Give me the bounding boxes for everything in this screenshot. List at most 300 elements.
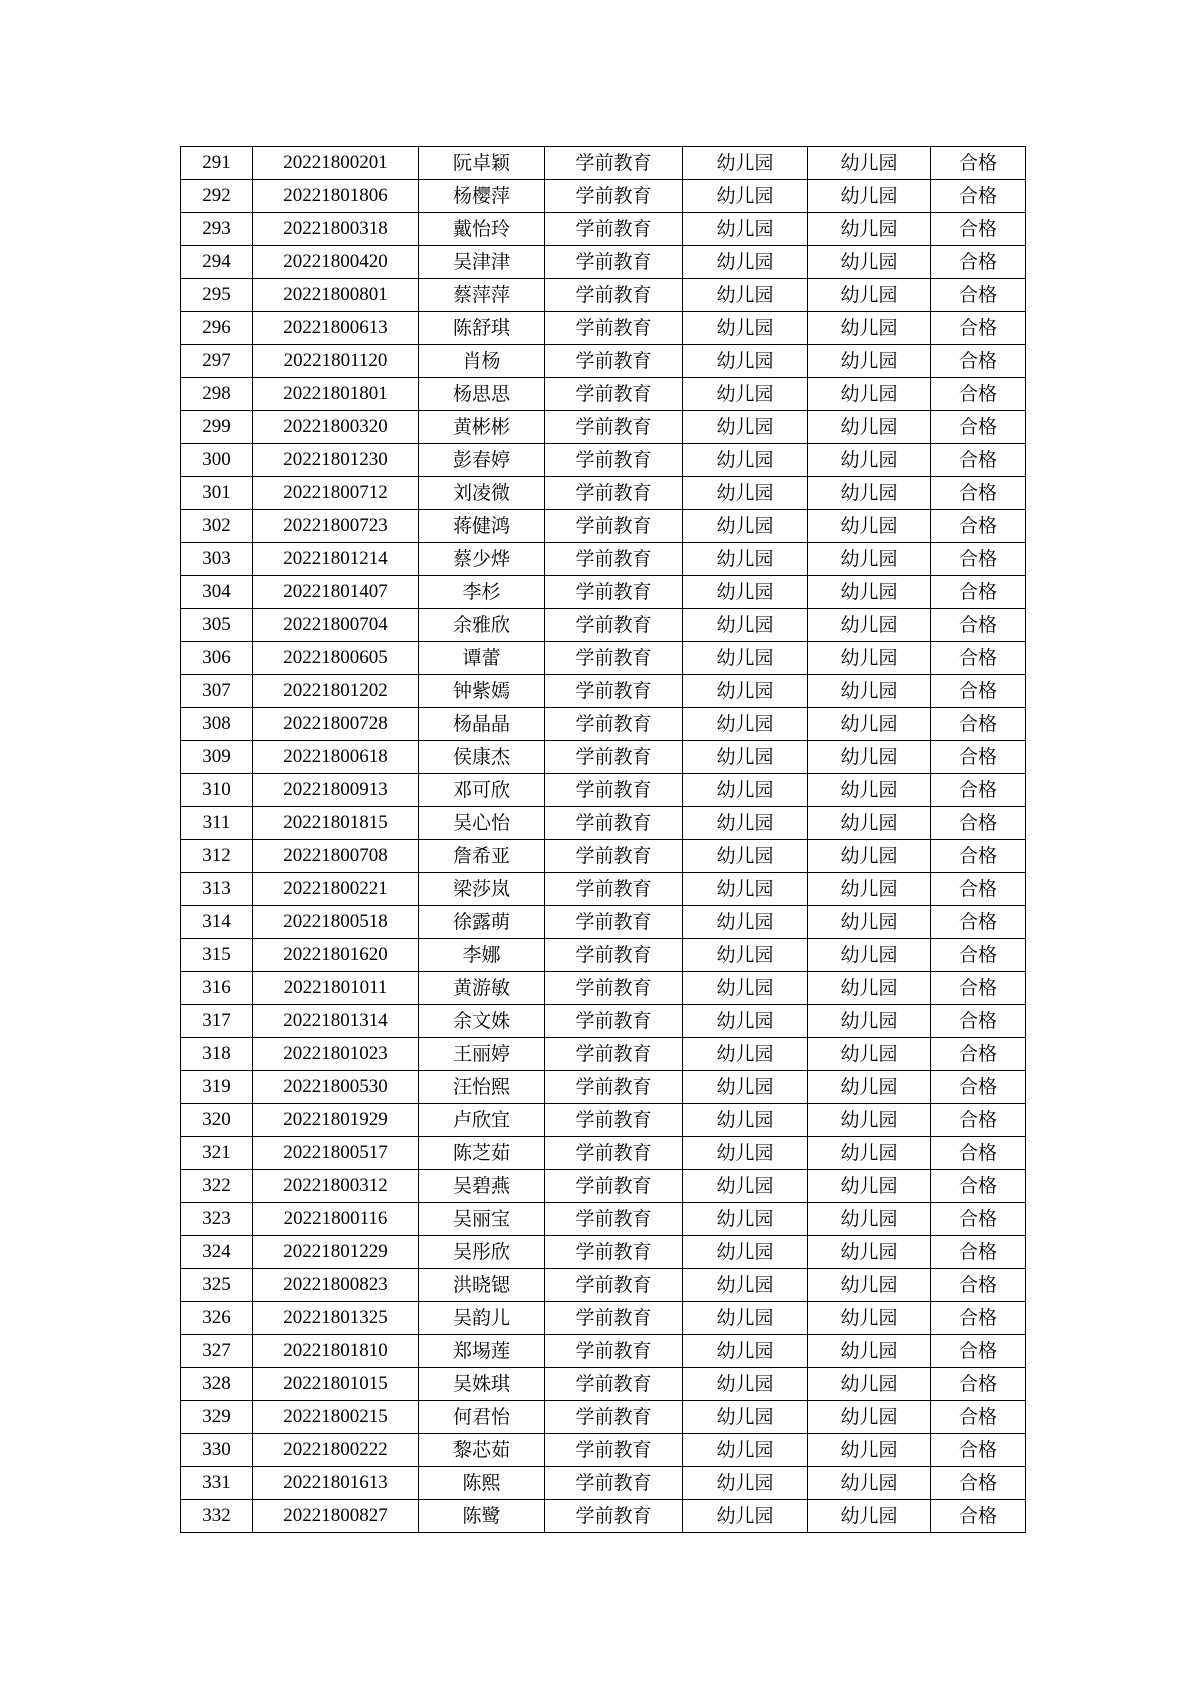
subject-cell: 学前教育 bbox=[545, 1434, 683, 1467]
result-cell: 合格 bbox=[931, 1335, 1026, 1368]
section-cell: 幼儿园 bbox=[683, 939, 808, 972]
table-row bbox=[181, 1302, 1026, 1335]
post-cell: 幼儿园 bbox=[808, 807, 931, 840]
candidate-id-cell: 20221800618 bbox=[253, 741, 419, 774]
section-cell: 幼儿园 bbox=[683, 411, 808, 444]
subject-cell: 学前教育 bbox=[545, 807, 683, 840]
name-cell: 黎芯茹 bbox=[419, 1434, 545, 1467]
subject-cell: 学前教育 bbox=[545, 1368, 683, 1401]
table-row bbox=[181, 279, 1026, 312]
subject-cell: 学前教育 bbox=[545, 939, 683, 972]
subject-cell: 学前教育 bbox=[545, 1071, 683, 1104]
table-row bbox=[181, 675, 1026, 708]
candidate-id-cell: 20221801214 bbox=[253, 543, 419, 576]
subject-cell: 学前教育 bbox=[545, 378, 683, 411]
subject-cell: 学前教育 bbox=[545, 774, 683, 807]
post-cell: 幼儿园 bbox=[808, 213, 931, 246]
section-cell: 幼儿园 bbox=[683, 708, 808, 741]
section-cell: 幼儿园 bbox=[683, 477, 808, 510]
table-row bbox=[181, 1236, 1026, 1269]
subject-cell: 学前教育 bbox=[545, 345, 683, 378]
subject-cell: 学前教育 bbox=[545, 1500, 683, 1533]
result-cell: 合格 bbox=[931, 708, 1026, 741]
subject-cell: 学前教育 bbox=[545, 279, 683, 312]
post-cell: 幼儿园 bbox=[808, 774, 931, 807]
candidate-id-cell: 20221800613 bbox=[253, 312, 419, 345]
table-row bbox=[181, 378, 1026, 411]
name-cell: 徐露萌 bbox=[419, 906, 545, 939]
section-cell: 幼儿园 bbox=[683, 180, 808, 213]
seq-cell: 326 bbox=[181, 1302, 253, 1335]
result-cell: 合格 bbox=[931, 807, 1026, 840]
subject-cell: 学前教育 bbox=[545, 1236, 683, 1269]
post-cell: 幼儿园 bbox=[808, 1401, 931, 1434]
seq-cell: 325 bbox=[181, 1269, 253, 1302]
section-cell: 幼儿园 bbox=[683, 774, 808, 807]
post-cell: 幼儿园 bbox=[808, 1269, 931, 1302]
section-cell: 幼儿园 bbox=[683, 246, 808, 279]
result-cell: 合格 bbox=[931, 774, 1026, 807]
section-cell: 幼儿园 bbox=[683, 345, 808, 378]
candidate-id-cell: 20221801314 bbox=[253, 1005, 419, 1038]
post-cell: 幼儿园 bbox=[808, 1467, 931, 1500]
table-row bbox=[181, 312, 1026, 345]
section-cell: 幼儿园 bbox=[683, 1071, 808, 1104]
candidate-id-cell: 20221800215 bbox=[253, 1401, 419, 1434]
post-cell: 幼儿园 bbox=[808, 609, 931, 642]
post-cell: 幼儿园 bbox=[808, 378, 931, 411]
candidate-id-cell: 20221801120 bbox=[253, 345, 419, 378]
post-cell: 幼儿园 bbox=[808, 972, 931, 1005]
section-cell: 幼儿园 bbox=[683, 543, 808, 576]
seq-cell: 307 bbox=[181, 675, 253, 708]
post-cell: 幼儿园 bbox=[808, 576, 931, 609]
post-cell: 幼儿园 bbox=[808, 543, 931, 576]
candidate-id-cell: 20221800823 bbox=[253, 1269, 419, 1302]
section-cell: 幼儿园 bbox=[683, 1302, 808, 1335]
post-cell: 幼儿园 bbox=[808, 939, 931, 972]
subject-cell: 学前教育 bbox=[545, 906, 683, 939]
candidate-id-cell: 20221800420 bbox=[253, 246, 419, 279]
section-cell: 幼儿园 bbox=[683, 576, 808, 609]
subject-cell: 学前教育 bbox=[545, 1170, 683, 1203]
result-cell: 合格 bbox=[931, 873, 1026, 906]
table-row bbox=[181, 1500, 1026, 1533]
result-cell: 合格 bbox=[931, 1368, 1026, 1401]
candidate-id-cell: 20221801015 bbox=[253, 1368, 419, 1401]
result-cell: 合格 bbox=[931, 1038, 1026, 1071]
name-cell: 钟紫嫣 bbox=[419, 675, 545, 708]
result-cell: 合格 bbox=[931, 1203, 1026, 1236]
seq-cell: 291 bbox=[181, 147, 253, 180]
table-row bbox=[181, 510, 1026, 543]
post-cell: 幼儿园 bbox=[808, 708, 931, 741]
table-row bbox=[181, 1203, 1026, 1236]
result-cell: 合格 bbox=[931, 642, 1026, 675]
table-row bbox=[181, 609, 1026, 642]
seq-cell: 309 bbox=[181, 741, 253, 774]
subject-cell: 学前教育 bbox=[545, 741, 683, 774]
post-cell: 幼儿园 bbox=[808, 411, 931, 444]
name-cell: 李娜 bbox=[419, 939, 545, 972]
section-cell: 幼儿园 bbox=[683, 1104, 808, 1137]
candidate-id-cell: 20221801806 bbox=[253, 180, 419, 213]
name-cell: 梁莎岚 bbox=[419, 873, 545, 906]
name-cell: 吴丽宝 bbox=[419, 1203, 545, 1236]
candidate-id-cell: 20221800320 bbox=[253, 411, 419, 444]
table-row bbox=[181, 1170, 1026, 1203]
table-row bbox=[181, 1005, 1026, 1038]
result-cell: 合格 bbox=[931, 444, 1026, 477]
post-cell: 幼儿园 bbox=[808, 1236, 931, 1269]
table-row bbox=[181, 1137, 1026, 1170]
post-cell: 幼儿园 bbox=[808, 840, 931, 873]
table-row bbox=[181, 213, 1026, 246]
table-row bbox=[181, 1368, 1026, 1401]
name-cell: 郑埸莲 bbox=[419, 1335, 545, 1368]
section-cell: 幼儿园 bbox=[683, 378, 808, 411]
result-cell: 合格 bbox=[931, 345, 1026, 378]
post-cell: 幼儿园 bbox=[808, 906, 931, 939]
section-cell: 幼儿园 bbox=[683, 1467, 808, 1500]
subject-cell: 学前教育 bbox=[545, 411, 683, 444]
candidate-id-cell: 20221801613 bbox=[253, 1467, 419, 1500]
seq-cell: 317 bbox=[181, 1005, 253, 1038]
post-cell: 幼儿园 bbox=[808, 477, 931, 510]
result-cell: 合格 bbox=[931, 906, 1026, 939]
candidate-id-cell: 20221800704 bbox=[253, 609, 419, 642]
post-cell: 幼儿园 bbox=[808, 444, 931, 477]
subject-cell: 学前教育 bbox=[545, 642, 683, 675]
candidate-id-cell: 20221800827 bbox=[253, 1500, 419, 1533]
result-cell: 合格 bbox=[931, 1071, 1026, 1104]
subject-cell: 学前教育 bbox=[545, 1104, 683, 1137]
section-cell: 幼儿园 bbox=[683, 1137, 808, 1170]
table-row bbox=[181, 873, 1026, 906]
name-cell: 陈熙 bbox=[419, 1467, 545, 1500]
name-cell: 蔡萍萍 bbox=[419, 279, 545, 312]
subject-cell: 学前教育 bbox=[545, 1269, 683, 1302]
result-cell: 合格 bbox=[931, 939, 1026, 972]
candidate-id-cell: 20221800221 bbox=[253, 873, 419, 906]
table-row bbox=[181, 246, 1026, 279]
table-row bbox=[181, 411, 1026, 444]
section-cell: 幼儿园 bbox=[683, 642, 808, 675]
name-cell: 吴碧燕 bbox=[419, 1170, 545, 1203]
seq-cell: 316 bbox=[181, 972, 253, 1005]
post-cell: 幼儿园 bbox=[808, 246, 931, 279]
table-row bbox=[181, 741, 1026, 774]
post-cell: 幼儿园 bbox=[808, 873, 931, 906]
result-cell: 合格 bbox=[931, 1434, 1026, 1467]
post-cell: 幼儿园 bbox=[808, 1203, 931, 1236]
candidate-id-cell: 20221800201 bbox=[253, 147, 419, 180]
post-cell: 幼儿园 bbox=[808, 345, 931, 378]
seq-cell: 322 bbox=[181, 1170, 253, 1203]
candidate-id-cell: 20221800518 bbox=[253, 906, 419, 939]
table-row bbox=[181, 1038, 1026, 1071]
table-row bbox=[181, 939, 1026, 972]
seq-cell: 319 bbox=[181, 1071, 253, 1104]
section-cell: 幼儿园 bbox=[683, 741, 808, 774]
subject-cell: 学前教育 bbox=[545, 1038, 683, 1071]
seq-cell: 297 bbox=[181, 345, 253, 378]
section-cell: 幼儿园 bbox=[683, 840, 808, 873]
section-cell: 幼儿园 bbox=[683, 873, 808, 906]
name-cell: 余雅欣 bbox=[419, 609, 545, 642]
post-cell: 幼儿园 bbox=[808, 741, 931, 774]
table-row bbox=[181, 576, 1026, 609]
seq-cell: 303 bbox=[181, 543, 253, 576]
table-row bbox=[181, 444, 1026, 477]
result-cell: 合格 bbox=[931, 972, 1026, 1005]
table-row bbox=[181, 1071, 1026, 1104]
subject-cell: 学前教育 bbox=[545, 477, 683, 510]
post-cell: 幼儿园 bbox=[808, 1071, 931, 1104]
result-cell: 合格 bbox=[931, 312, 1026, 345]
candidate-id-cell: 20221801801 bbox=[253, 378, 419, 411]
subject-cell: 学前教育 bbox=[545, 444, 683, 477]
result-cell: 合格 bbox=[931, 477, 1026, 510]
candidate-id-cell: 20221800318 bbox=[253, 213, 419, 246]
candidate-id-cell: 20221800222 bbox=[253, 1434, 419, 1467]
name-cell: 吴津津 bbox=[419, 246, 545, 279]
name-cell: 何君怡 bbox=[419, 1401, 545, 1434]
seq-cell: 300 bbox=[181, 444, 253, 477]
seq-cell: 296 bbox=[181, 312, 253, 345]
table-row bbox=[181, 708, 1026, 741]
candidate-id-cell: 20221801325 bbox=[253, 1302, 419, 1335]
result-cell: 合格 bbox=[931, 576, 1026, 609]
subject-cell: 学前教育 bbox=[545, 180, 683, 213]
post-cell: 幼儿园 bbox=[808, 675, 931, 708]
result-cell: 合格 bbox=[931, 1005, 1026, 1038]
seq-cell: 301 bbox=[181, 477, 253, 510]
result-cell: 合格 bbox=[931, 279, 1026, 312]
seq-cell: 321 bbox=[181, 1137, 253, 1170]
result-cell: 合格 bbox=[931, 1104, 1026, 1137]
result-cell: 合格 bbox=[931, 741, 1026, 774]
seq-cell: 305 bbox=[181, 609, 253, 642]
section-cell: 幼儿园 bbox=[683, 1401, 808, 1434]
table-row bbox=[181, 1335, 1026, 1368]
name-cell: 詹希亚 bbox=[419, 840, 545, 873]
table-row bbox=[181, 906, 1026, 939]
seq-cell: 332 bbox=[181, 1500, 253, 1533]
section-cell: 幼儿园 bbox=[683, 1203, 808, 1236]
name-cell: 吴彤欣 bbox=[419, 1236, 545, 1269]
table-row bbox=[181, 1401, 1026, 1434]
section-cell: 幼儿园 bbox=[683, 906, 808, 939]
section-cell: 幼儿园 bbox=[683, 444, 808, 477]
subject-cell: 学前教育 bbox=[545, 675, 683, 708]
seq-cell: 330 bbox=[181, 1434, 253, 1467]
name-cell: 陈舒琪 bbox=[419, 312, 545, 345]
name-cell: 刘凌微 bbox=[419, 477, 545, 510]
section-cell: 幼儿园 bbox=[683, 279, 808, 312]
subject-cell: 学前教育 bbox=[545, 147, 683, 180]
table-row bbox=[181, 1467, 1026, 1500]
table-row bbox=[181, 642, 1026, 675]
table-row bbox=[181, 807, 1026, 840]
result-cell: 合格 bbox=[931, 510, 1026, 543]
name-cell: 谭蕾 bbox=[419, 642, 545, 675]
candidate-id-cell: 20221800605 bbox=[253, 642, 419, 675]
section-cell: 幼儿园 bbox=[683, 675, 808, 708]
seq-cell: 320 bbox=[181, 1104, 253, 1137]
table-row bbox=[181, 1269, 1026, 1302]
post-cell: 幼儿园 bbox=[808, 1038, 931, 1071]
name-cell: 杨晶晶 bbox=[419, 708, 545, 741]
subject-cell: 学前教育 bbox=[545, 1302, 683, 1335]
result-cell: 合格 bbox=[931, 675, 1026, 708]
result-cell: 合格 bbox=[931, 1500, 1026, 1533]
candidate-id-cell: 20221801815 bbox=[253, 807, 419, 840]
candidate-id-cell: 20221800723 bbox=[253, 510, 419, 543]
table-row bbox=[181, 972, 1026, 1005]
name-cell: 汪怡熙 bbox=[419, 1071, 545, 1104]
name-cell: 吴韵儿 bbox=[419, 1302, 545, 1335]
seq-cell: 324 bbox=[181, 1236, 253, 1269]
table-row bbox=[181, 774, 1026, 807]
result-cell: 合格 bbox=[931, 246, 1026, 279]
seq-cell: 329 bbox=[181, 1401, 253, 1434]
name-cell: 吴心怡 bbox=[419, 807, 545, 840]
candidate-id-cell: 20221800801 bbox=[253, 279, 419, 312]
seq-cell: 314 bbox=[181, 906, 253, 939]
section-cell: 幼儿园 bbox=[683, 1236, 808, 1269]
table-row bbox=[181, 345, 1026, 378]
post-cell: 幼儿园 bbox=[808, 510, 931, 543]
subject-cell: 学前教育 bbox=[545, 246, 683, 279]
seq-cell: 310 bbox=[181, 774, 253, 807]
name-cell: 陈芝茹 bbox=[419, 1137, 545, 1170]
name-cell: 杨樱萍 bbox=[419, 180, 545, 213]
name-cell: 戴怡玲 bbox=[419, 213, 545, 246]
section-cell: 幼儿园 bbox=[683, 312, 808, 345]
result-cell: 合格 bbox=[931, 411, 1026, 444]
table-row bbox=[181, 1104, 1026, 1137]
section-cell: 幼儿园 bbox=[683, 1170, 808, 1203]
result-cell: 合格 bbox=[931, 840, 1026, 873]
post-cell: 幼儿园 bbox=[808, 312, 931, 345]
candidate-id-cell: 20221801202 bbox=[253, 675, 419, 708]
seq-cell: 294 bbox=[181, 246, 253, 279]
subject-cell: 学前教育 bbox=[545, 1335, 683, 1368]
subject-cell: 学前教育 bbox=[545, 972, 683, 1005]
candidate-id-cell: 20221800530 bbox=[253, 1071, 419, 1104]
candidate-id-cell: 20221801011 bbox=[253, 972, 419, 1005]
subject-cell: 学前教育 bbox=[545, 510, 683, 543]
result-cell: 合格 bbox=[931, 1467, 1026, 1500]
seq-cell: 318 bbox=[181, 1038, 253, 1071]
post-cell: 幼儿园 bbox=[808, 1434, 931, 1467]
subject-cell: 学前教育 bbox=[545, 1401, 683, 1434]
name-cell: 吴姝琪 bbox=[419, 1368, 545, 1401]
name-cell: 蒋健鸿 bbox=[419, 510, 545, 543]
subject-cell: 学前教育 bbox=[545, 609, 683, 642]
table-row bbox=[181, 543, 1026, 576]
section-cell: 幼儿园 bbox=[683, 1500, 808, 1533]
post-cell: 幼儿园 bbox=[808, 147, 931, 180]
section-cell: 幼儿园 bbox=[683, 1335, 808, 1368]
candidate-id-cell: 20221801230 bbox=[253, 444, 419, 477]
name-cell: 黄彬彬 bbox=[419, 411, 545, 444]
post-cell: 幼儿园 bbox=[808, 1005, 931, 1038]
candidate-id-cell: 20221801929 bbox=[253, 1104, 419, 1137]
name-cell: 王丽婷 bbox=[419, 1038, 545, 1071]
name-cell: 洪晓锶 bbox=[419, 1269, 545, 1302]
subject-cell: 学前教育 bbox=[545, 840, 683, 873]
candidate-id-cell: 20221801023 bbox=[253, 1038, 419, 1071]
subject-cell: 学前教育 bbox=[545, 1203, 683, 1236]
name-cell: 陈鹭 bbox=[419, 1500, 545, 1533]
result-cell: 合格 bbox=[931, 1137, 1026, 1170]
name-cell: 肖杨 bbox=[419, 345, 545, 378]
seq-cell: 323 bbox=[181, 1203, 253, 1236]
result-cell: 合格 bbox=[931, 1269, 1026, 1302]
results-table bbox=[180, 146, 1026, 1533]
candidate-id-cell: 20221800517 bbox=[253, 1137, 419, 1170]
result-cell: 合格 bbox=[931, 147, 1026, 180]
name-cell: 李杉 bbox=[419, 576, 545, 609]
candidate-id-cell: 20221801620 bbox=[253, 939, 419, 972]
seq-cell: 327 bbox=[181, 1335, 253, 1368]
table-row bbox=[181, 1434, 1026, 1467]
post-cell: 幼儿园 bbox=[808, 1137, 931, 1170]
section-cell: 幼儿园 bbox=[683, 1434, 808, 1467]
candidate-id-cell: 20221801229 bbox=[253, 1236, 419, 1269]
section-cell: 幼儿园 bbox=[683, 510, 808, 543]
post-cell: 幼儿园 bbox=[808, 1104, 931, 1137]
section-cell: 幼儿园 bbox=[683, 213, 808, 246]
table-row bbox=[181, 147, 1026, 180]
candidate-id-cell: 20221800728 bbox=[253, 708, 419, 741]
subject-cell: 学前教育 bbox=[545, 312, 683, 345]
subject-cell: 学前教育 bbox=[545, 1467, 683, 1500]
post-cell: 幼儿园 bbox=[808, 642, 931, 675]
post-cell: 幼儿园 bbox=[808, 1500, 931, 1533]
candidate-id-cell: 20221800116 bbox=[253, 1203, 419, 1236]
seq-cell: 306 bbox=[181, 642, 253, 675]
name-cell: 杨思思 bbox=[419, 378, 545, 411]
result-cell: 合格 bbox=[931, 180, 1026, 213]
seq-cell: 298 bbox=[181, 378, 253, 411]
seq-cell: 312 bbox=[181, 840, 253, 873]
name-cell: 卢欣宜 bbox=[419, 1104, 545, 1137]
post-cell: 幼儿园 bbox=[808, 279, 931, 312]
section-cell: 幼儿园 bbox=[683, 1368, 808, 1401]
result-cell: 合格 bbox=[931, 1170, 1026, 1203]
section-cell: 幼儿园 bbox=[683, 1038, 808, 1071]
table-row bbox=[181, 180, 1026, 213]
post-cell: 幼儿园 bbox=[808, 1170, 931, 1203]
subject-cell: 学前教育 bbox=[545, 543, 683, 576]
name-cell: 邓可欣 bbox=[419, 774, 545, 807]
result-cell: 合格 bbox=[931, 378, 1026, 411]
seq-cell: 308 bbox=[181, 708, 253, 741]
seq-cell: 299 bbox=[181, 411, 253, 444]
result-cell: 合格 bbox=[931, 1401, 1026, 1434]
subject-cell: 学前教育 bbox=[545, 873, 683, 906]
name-cell: 彭春婷 bbox=[419, 444, 545, 477]
table-row bbox=[181, 840, 1026, 873]
section-cell: 幼儿园 bbox=[683, 1269, 808, 1302]
subject-cell: 学前教育 bbox=[545, 1137, 683, 1170]
seq-cell: 293 bbox=[181, 213, 253, 246]
seq-cell: 304 bbox=[181, 576, 253, 609]
table-row bbox=[181, 477, 1026, 510]
